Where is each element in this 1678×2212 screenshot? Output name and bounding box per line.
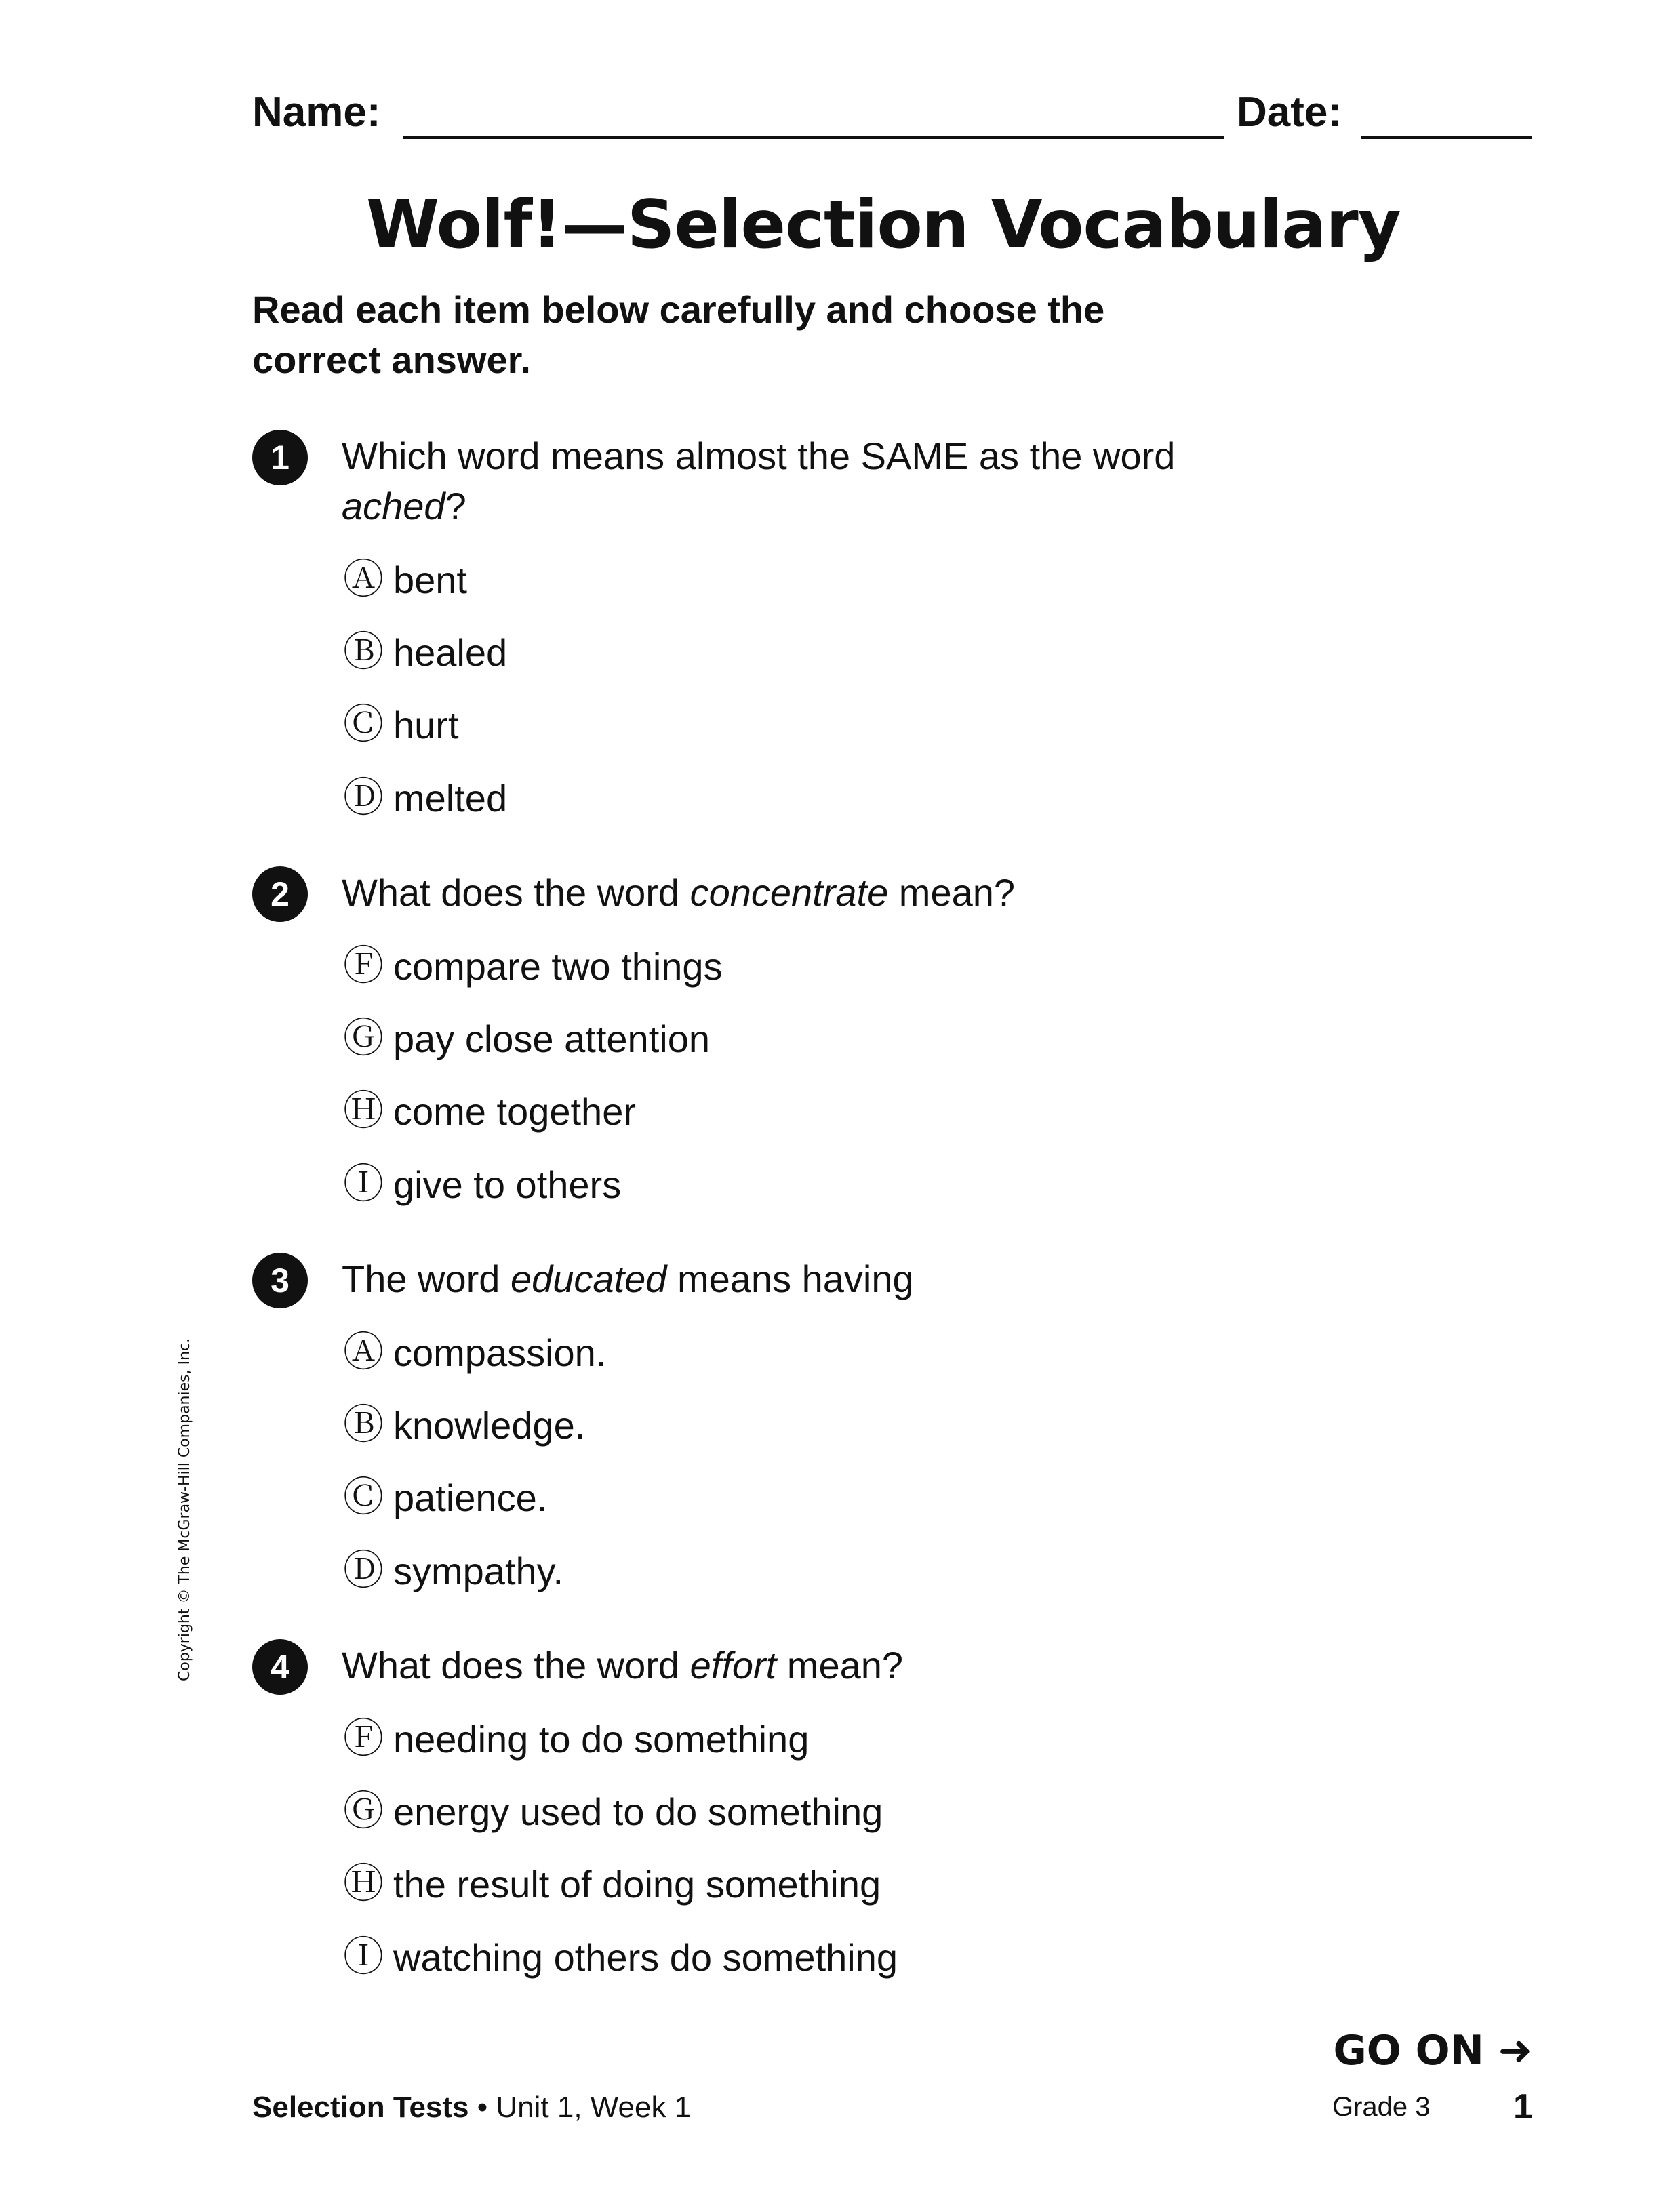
q3-option-a[interactable]: Ⓐ compassion. <box>343 1329 607 1376</box>
question-number-3: 3 <box>252 1253 308 1308</box>
date-label: Date: <box>1237 89 1342 136</box>
question-text-3: The word educated means having <box>342 1258 914 1300</box>
answer-bubble-icon: Ⓕ <box>343 1715 384 1763</box>
q4-option-f[interactable]: Ⓕ needing to do something <box>343 1715 810 1763</box>
answer-bubble-icon: Ⓓ <box>343 1547 384 1594</box>
name-date-header <box>252 85 1532 146</box>
question-keyword-4: effort <box>690 1644 777 1687</box>
q3-option-c[interactable]: Ⓒ patience. <box>343 1474 548 1521</box>
answer-bubble-icon: Ⓗ <box>343 1860 384 1908</box>
q3-option-d[interactable]: Ⓓ sympathy. <box>343 1547 564 1594</box>
answer-bubble-icon: Ⓘ <box>343 1933 384 1981</box>
question-number-4: 4 <box>252 1639 308 1695</box>
question-number-2: 2 <box>252 866 308 922</box>
question-keyword-1: ached <box>342 485 445 527</box>
q4-option-g[interactable]: Ⓖ energy used to do something <box>343 1788 883 1835</box>
q2-option-h[interactable]: Ⓗ come together <box>343 1087 636 1135</box>
q1-option-c[interactable]: Ⓒ hurt <box>343 701 459 748</box>
question-number-1: 1 <box>252 430 308 485</box>
answer-bubble-icon: Ⓓ <box>343 774 384 822</box>
q4-option-i[interactable]: Ⓘ watching others do something <box>343 1933 898 1981</box>
footer-grade: Grade 3 <box>1332 2092 1431 2122</box>
answer-bubble-icon: Ⓗ <box>343 1087 384 1135</box>
footer-series: Selection Tests • Unit 1, Week 1 <box>252 2091 692 2124</box>
answer-bubble-icon: Ⓖ <box>343 1788 384 1835</box>
question-text-1: Which word means almost the SAME as the word ached? <box>342 435 1176 527</box>
q2-option-i[interactable]: Ⓘ give to others <box>343 1161 622 1208</box>
answer-bubble-icon: Ⓒ <box>343 701 384 748</box>
q2-option-g[interactable]: Ⓖ pay close attention <box>343 1015 710 1062</box>
q1-option-d[interactable]: Ⓓ melted <box>343 774 508 822</box>
question-text-4: What does the word effort mean? <box>342 1644 904 1687</box>
question-keyword-2: concentrate <box>690 871 889 914</box>
answer-bubble-icon: Ⓒ <box>343 1474 384 1521</box>
page-number: 1 <box>1513 2087 1533 2127</box>
answer-bubble-icon: Ⓐ <box>343 556 384 603</box>
answer-bubble-icon: Ⓑ <box>343 628 384 676</box>
name-label: Name: <box>252 89 381 136</box>
answer-bubble-icon: Ⓖ <box>343 1015 384 1062</box>
instructions: Read each item below carefully and choose the correct answer. <box>252 288 1105 381</box>
q1-option-a[interactable]: Ⓐ bent <box>343 556 467 603</box>
q2-option-f[interactable]: Ⓕ compare two things <box>343 942 723 990</box>
question-keyword-3: educated <box>511 1258 667 1300</box>
date-line[interactable] <box>1361 136 1532 139</box>
go-on-indicator: GO ON ➜ <box>1333 2027 1532 2074</box>
q3-option-b[interactable]: Ⓑ knowledge. <box>343 1401 586 1449</box>
page-title: Wolf!—Selection Vocabulary <box>366 186 1401 264</box>
q1-option-b[interactable]: Ⓑ healed <box>343 628 508 676</box>
name-line[interactable] <box>403 136 1224 139</box>
answer-bubble-icon: Ⓑ <box>343 1401 384 1449</box>
answer-bubble-icon: Ⓐ <box>343 1329 384 1376</box>
answer-bubble-icon: Ⓘ <box>343 1161 384 1208</box>
answer-bubble-icon: Ⓕ <box>343 942 384 990</box>
question-text-2: What does the word concentrate mean? <box>342 871 1016 914</box>
q4-option-h[interactable]: Ⓗ the result of doing something <box>343 1860 881 1908</box>
